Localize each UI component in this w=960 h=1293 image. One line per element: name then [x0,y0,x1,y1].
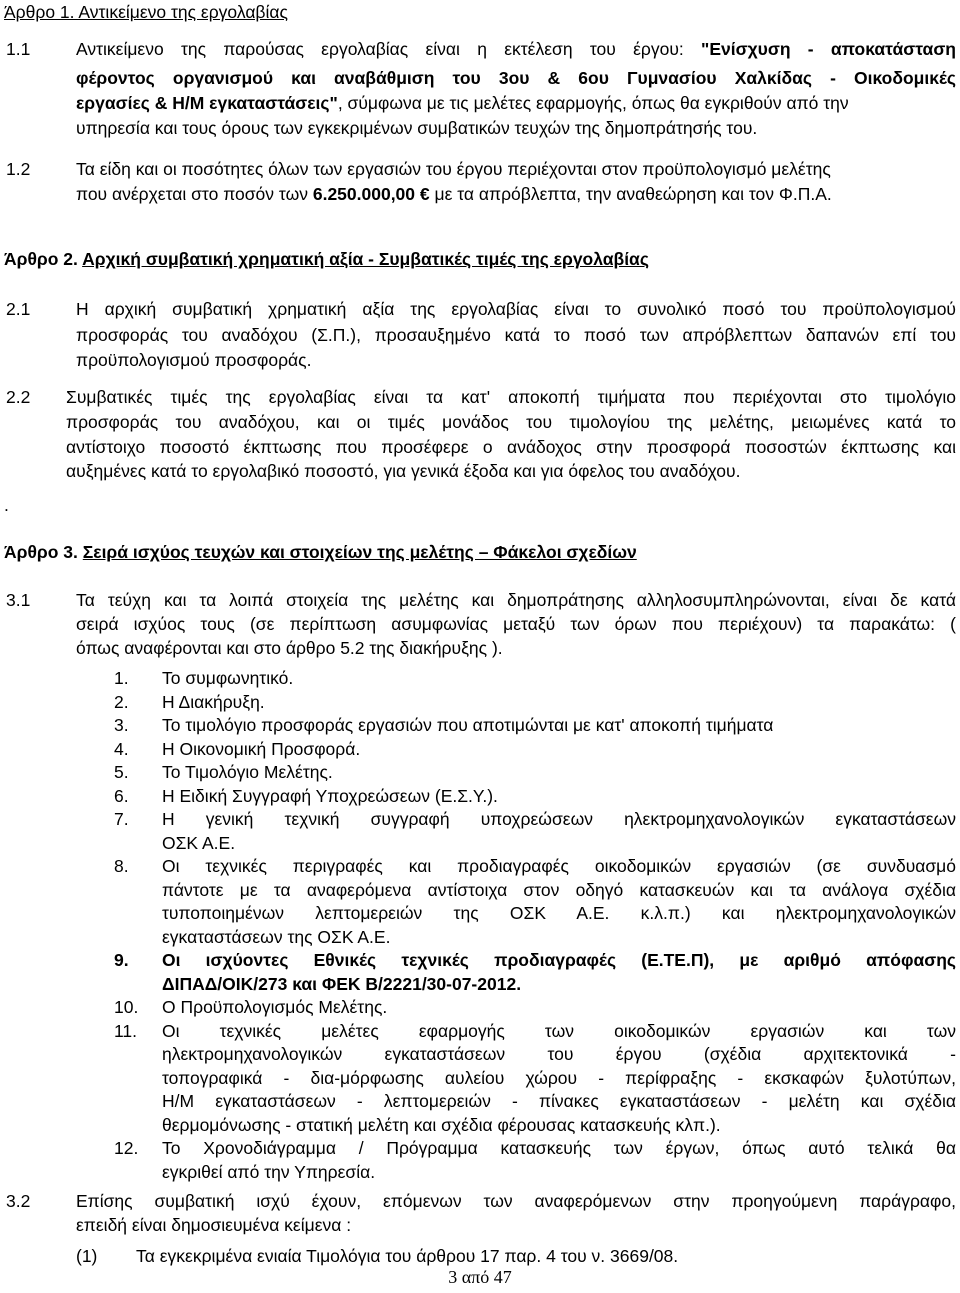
list-item-number: 8. [114,856,129,876]
paragraph-line [76,92,849,114]
paragraph-number: 1.1 [6,39,31,59]
paragraph-line: επειδή είναι δημοσιευμένα κείμενα : [76,1215,352,1235]
paragraph-number: 3.1 [6,590,31,610]
list-item-number: 5. [114,762,129,782]
list-item-number: 4. [114,738,129,759]
paragraph-line: υπηρεσία και τους όρους των εγκεκριμένων συμβατικών τευχών της δημοπράτησής του. [76,118,758,138]
paragraph-line: προσφοράς του αναδόχου, και οι τιμές μονάδος του τιμολογίου της μελέτης, μειωμένες κατά το [66,412,956,432]
list-item-text: Η/Μ εγκαταστάσεων - λεπτομερειών - πίνακες εγκαταστάσεων - μελέτη και σχέδια [162,1091,956,1111]
subitem-number: (1) [76,1246,98,1266]
list-item-text: τοπογραφικά - δια-μόρφωσης αυλείου χώρου - περίφραξης - εκσκαφών ξυλοτύπων, [162,1067,956,1088]
article-3-heading [4,541,637,563]
paragraph-line: προϋπολογισμού προσφοράς. [76,350,312,370]
list-item-text: Η Ειδική Συγγραφή Υποχρεώσεων (Ε.Σ.Υ.). [162,785,498,806]
paragraph-line [76,183,832,205]
list-item-number: 7. [114,809,129,829]
paragraph-number: 3.2 [6,1191,31,1211]
paragraph-line: σειρά ισχύος τους (σε περίπτωση ασυμφωνίας μεταξύ των όρων που περιέχουν) τα παρακάτω: ( [76,614,956,634]
list-item-text: τυποποιημένων λεπτομερειών της ΟΣΚ Α.Ε. κ.λ.π.) και ηλεκτρομηχανολογικών [162,903,956,923]
list-item-text: Η Διακήρυξη. [162,691,265,712]
paragraph-text: , σύμφωνα με τις μελέτες εφαρμογής, όπως θα εγκριθούν από την [337,93,849,113]
list-item-number: 11. [114,1020,138,1041]
paragraph-text: με τα απρόβλεπτα, την αναθεώρηση και τον Φ.Π.Α. [434,184,832,204]
article-2-heading [4,248,649,270]
paragraph-line: αντίστοιχο ποσοστό έκπτωσης που προσέφερε ο ανάδοχος στην προσφορά ποσοστών έκπτωσης και [66,437,956,457]
list-item-text: Το Χρονοδιάγραμμα / Πρόγραμμα κατασκευής των έργων, όπως αυτό τελικά θα [162,1138,956,1158]
paragraph-text: που ανέρχεται στο ποσόν των [76,184,313,204]
euro-sign: € [415,184,435,204]
budget-amount: 6.250.000,00 [312,184,416,204]
list-item-number: 6. [114,785,129,806]
paragraph-line: όπως αναφέρονται και στο άρθρο 5.2 της διακήρυξης ). [76,638,503,658]
list-item-text: ΔΙΠΑΔ/ΟΙΚ/273 και ΦΕΚ Β/2221/30-07-2012. [162,973,522,994]
list-item-text: εγκαταστάσεων της ΟΣΚ Α.Ε. [162,926,391,947]
list-item-number: 1. [114,668,129,688]
list-item-text: πάντοτε με τα αναφερόμενα αντίστοιχα στον οδηγό κατασκευών και τα ανάλογα σχέδια [162,879,956,900]
article-label: Άρθρο 2. [4,249,83,269]
subitem-text: Τα εγκεκριμένα ενιαία Τιμολόγια του άρθρου 17 παρ. 4 του ν. 3669/08. [136,1246,679,1266]
list-item-text: Ο Προϋπολογισμός Μελέτης. [162,997,388,1017]
list-item-text: ηλεκτρομηχανολογικών εγκαταστάσεων του έργου (σχέδια αρχιτεκτονικά - [162,1044,956,1064]
list-item-text: Η Οικονομική Προσφορά. [162,738,361,759]
paragraph-number: 2.1 [6,299,31,319]
list-item-text: Το Τιμολόγιο Μελέτης. [162,762,333,782]
paragraph-number: 2.2 [6,387,31,407]
article-title: Σειρά ισχύος τευχών και στοιχείων της μελέτης – Φάκελοι σχεδίων [82,542,637,562]
list-item-number: 10. [114,997,139,1017]
project-title: φέροντος οργανισμού και αναβάθμιση του 3ου & 6ου Γυμνασίου Χαλκίδας - Οικοδομικές [76,68,956,88]
paragraph-line [76,38,956,60]
project-title: "Ενίσχυση - αποκατάσταση [701,39,956,59]
paragraph-line: Τα είδη και οι ποσότητες όλων των εργασιών του έργου περιέχονται στον προϋπολογισμό μελέτης [76,159,831,179]
list-item-text: Οι τεχνικές μελέτες εφαρμογής των οικοδομικών εργασιών και των [162,1020,956,1041]
list-item-text: ΟΣΚ Α.Ε. [162,832,236,853]
list-item-number: 3. [114,715,129,735]
article-title: Αρχική συμβατική χρηματική αξία - Συμβατικές τιμές της εργολαβίας [82,249,649,269]
list-item-text: εγκριθεί από την Υπηρεσία. [162,1161,376,1182]
list-item-number: 12. [114,1138,139,1158]
list-item-text: θερμομόνωσης - στατική μελέτη και σχέδια φέρουσας κατασκευής κλπ.). [162,1114,721,1135]
list-item-number: 2. [114,691,129,712]
paragraph-line: προσφοράς του αναδόχου (Σ.Π.), προσαυξημένο κατά το ποσό των απρόβλεπτων δαπανών επί του [76,325,956,345]
list-item-number: 9. [114,950,129,970]
list-item-text: Το τιμολόγιο προσφοράς εργασιών που αποτιμώνται με κατ' αποκοπή τιμήματα [162,715,774,735]
paragraph-line: Συμβατικές τιμές της εργολαβίας είναι τα κατ' αποκοπή τιμήματα που περιέχονται στο τιμολόγιο [66,387,956,407]
stray-dot: . [4,495,9,515]
article-1-heading: Άρθρο 1. Αντικείμενο της εργολαβίας [4,2,288,22]
list-item-text: Οι ισχύοντες Εθνικές τεχνικές προδιαγραφές (Ε.ΤΕ.Π), με αριθμό απόφασης [162,950,956,970]
paragraph-line: Η αρχική συμβατική χρηματική αξία της εργολαβίας είναι το συνολικό ποσό του προϋπολογισμού [76,299,956,319]
paragraph-text: Αντικείμενο της παρούσας εργολαβίας είναι η εκτέλεση του έργου: [76,39,702,59]
page-number: 3 από 47 [448,1267,512,1287]
list-item-text: Οι τεχνικές περιγραφές και προδιαγραφές οικοδομικών εργασιών (σε συνδυασμό [162,856,956,876]
list-item-text: Η γενική τεχνική συγγραφή υποχρεώσεων ηλεκτρομηχανολογικών εγκαταστάσεων [162,809,956,829]
list-item-text: Το συμφωνητικό. [162,668,294,688]
project-title: εργασίες & Η/Μ εγκαταστάσεις" [76,93,338,113]
paragraph-line: αυξημένες κατά το εργολαβικό ποσοστό, για γενικά έξοδα και για όφελος του αναδόχου. [66,461,741,481]
paragraph-line: Τα τεύχη και τα λοιπά στοιχεία της μελέτης και δημοπράτησης αλληλοσυμπληρώνονται, είναι δε κατά [76,590,956,610]
paragraph-number: 1.2 [6,159,31,179]
paragraph-line: Επίσης συμβατική ισχύ έχουν, επόμενων των αναφερόμενων στην προηγούμενη παράγραφο, [76,1191,956,1211]
article-label: Άρθρο 3. [4,542,83,562]
